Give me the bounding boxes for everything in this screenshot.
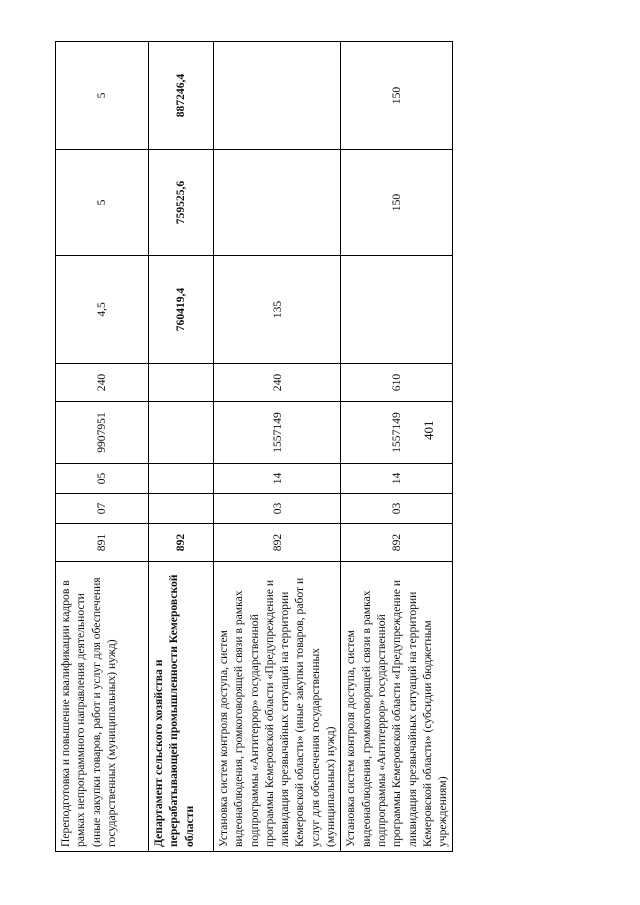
expense-type-code: 240	[56, 364, 149, 402]
amount-year-1: 135	[214, 256, 341, 364]
section-code: 07	[56, 494, 149, 524]
grbs-code: 892	[214, 524, 341, 562]
table-row	[56, 42, 149, 852]
grbs-code: 891	[56, 524, 149, 562]
amount-year-2	[214, 150, 341, 256]
target-article-code: 1557149	[214, 402, 341, 464]
amount-year-3: 150	[341, 42, 453, 150]
target-article-code	[149, 402, 214, 464]
section-code	[149, 494, 214, 524]
expense-type-code: 610	[341, 364, 453, 402]
row-description: Департамент сельского хозяйства и перерабатывающей промышленности Кемеровской области	[149, 562, 214, 852]
target-article-code: 9907951	[56, 402, 149, 464]
section-code: 03	[341, 494, 453, 524]
target-article-code: 1557149	[341, 402, 453, 464]
budget-table-container	[55, 42, 450, 852]
amount-year-3: 5	[56, 42, 149, 150]
row-description: Переподготовка и повышение квалификации кадров в рамках непрограммного направления деятельности (иные закупки товаров, работ и услуг для обеспечения государственных (муниципальных) нужд)	[56, 562, 149, 852]
row-description: Установка систем контроля доступа, систем видеонаблюдения, громкоговорящей связи в рамках подпрограммы «Антитеррор» государственной программы Кемеровской области «Предупреждение и ликвидация чрезвычайных ситуаций на территории Кемеровской области» (иные закупки товаров, работ и услуг для обеспечения государственных (муниципальных) нужд)	[214, 562, 341, 852]
page-number: 401	[421, 420, 436, 440]
grbs-code: 892	[149, 524, 214, 562]
budget-table	[55, 41, 453, 852]
amount-year-2: 759525,6	[149, 150, 214, 256]
amount-year-2: 5	[56, 150, 149, 256]
subsection-code: 05	[56, 464, 149, 494]
subsection-code: 14	[214, 464, 341, 494]
amount-year-1: 760419,4	[149, 256, 214, 364]
amount-year-1	[341, 256, 453, 364]
table-row	[341, 42, 453, 852]
section-code: 03	[214, 494, 341, 524]
amount-year-1: 4,5	[56, 256, 149, 364]
expense-type-code	[149, 364, 214, 402]
subsection-code: 14	[341, 464, 453, 494]
amount-year-2: 150	[341, 150, 453, 256]
table-row	[214, 42, 341, 852]
amount-year-3: 887246,4	[149, 42, 214, 150]
grbs-code: 892	[341, 524, 453, 562]
table-row	[149, 42, 214, 852]
expense-type-code: 240	[214, 364, 341, 402]
subsection-code	[149, 464, 214, 494]
amount-year-3	[214, 42, 341, 150]
row-description: Установка систем контроля доступа, систем видеонаблюдения, громкоговорящей связи в рамках подпрограммы «Антитеррор» государственной программы Кемеровской области «Предупреждение и ликвидация чрезвычайных ситуаций на территории Кемеровской области» (субсидии бюджетным учреждениям)	[341, 562, 453, 852]
